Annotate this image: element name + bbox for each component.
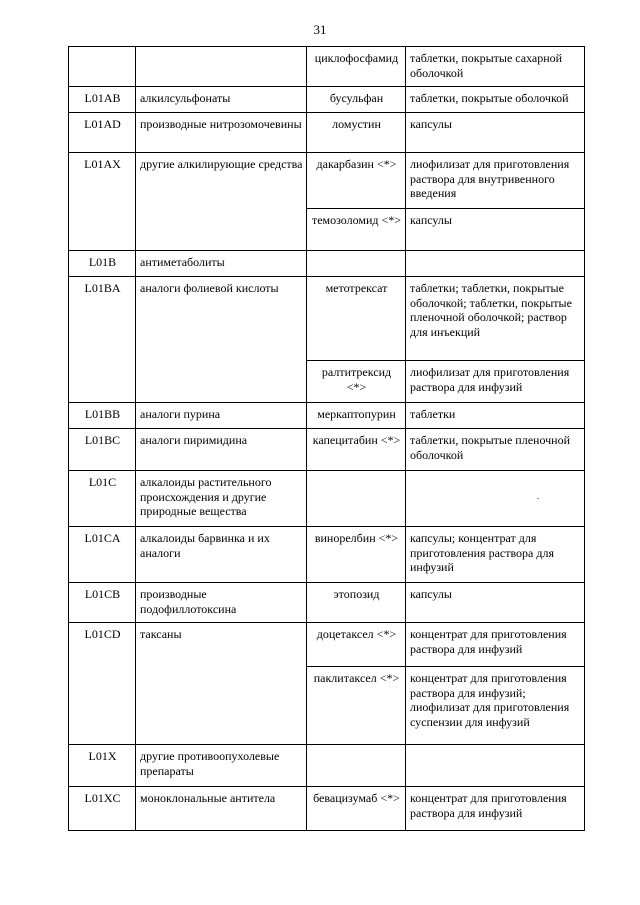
drug-name-cell: ломустин <box>307 113 406 153</box>
drug-name-cell <box>307 251 406 277</box>
atc-group-cell: аналоги фолиевой кислоты <box>136 277 307 403</box>
drug-name-cell <box>307 745 406 787</box>
dosage-form-cell <box>406 471 585 527</box>
table-row <box>69 787 585 831</box>
table-row <box>69 471 585 527</box>
dosage-form-cell: таблетки, покрытые сахарной оболочкой <box>406 47 585 87</box>
atc-code-cell <box>69 47 136 87</box>
atc-code-cell: L01B <box>69 251 136 277</box>
dosage-form-cell: капсулы <box>406 113 585 153</box>
atc-code-cell: L01CB <box>69 583 136 623</box>
atc-group-cell: аналоги пиримидина <box>136 429 307 471</box>
drug-name-cell: метотрексат <box>307 277 406 361</box>
dosage-form-cell: концентрат для приготовления раствора для инфузий <box>406 787 585 831</box>
dosage-form-cell: таблетки, покрытые оболочкой <box>406 87 585 113</box>
dosage-form-cell: таблетки, покрытые пленочной оболочкой <box>406 429 585 471</box>
atc-code-cell: L01AD <box>69 113 136 153</box>
table-row <box>69 47 585 87</box>
atc-code-cell: L01C <box>69 471 136 527</box>
dosage-form-cell: лиофилизат для приготовления раствора для внутривенного введения <box>406 153 585 209</box>
dosage-form-cell: таблетки <box>406 403 585 429</box>
table-row <box>69 429 585 471</box>
drug-name-cell: бусульфан <box>307 87 406 113</box>
drug-name-cell: циклофосфамид <box>307 47 406 87</box>
atc-code-cell: L01CD <box>69 623 136 745</box>
atc-group-cell: другие алкилирующие средства <box>136 153 307 251</box>
atc-code-cell: L01XC <box>69 787 136 831</box>
dosage-form-cell: капсулы; концентрат для приготовления раствора для инфузий <box>406 527 585 583</box>
atc-group-cell: алкилсульфонаты <box>136 87 307 113</box>
drug-name-cell: темозоломид <*> <box>307 209 406 251</box>
atc-group-cell: антиметаболиты <box>136 251 307 277</box>
table-row <box>69 251 585 277</box>
atc-code-cell: L01BB <box>69 403 136 429</box>
table-row <box>69 153 585 209</box>
atc-group-cell: моноклональные антитела <box>136 787 307 831</box>
table-row <box>69 403 585 429</box>
page-number: 31 <box>313 22 327 37</box>
drug-name-cell: доцетаксел <*> <box>307 623 406 667</box>
dosage-form-cell: концентрат для приготовления раствора для инфузий <box>406 623 585 667</box>
atc-group-cell <box>136 47 307 87</box>
atc-group-cell: алкалоиды барвинка и их аналоги <box>136 527 307 583</box>
table-row <box>69 745 585 787</box>
dosage-form-cell: лиофилизат для приготовления раствора для инфузий <box>406 361 585 403</box>
dosage-form-cell: капсулы <box>406 209 585 251</box>
drug-name-cell: капецитабин <*> <box>307 429 406 471</box>
dosage-form-cell: капсулы <box>406 583 585 623</box>
drug-table <box>68 46 585 831</box>
table-row <box>69 87 585 113</box>
scan-speck <box>537 498 539 499</box>
atc-code-cell: L01BC <box>69 429 136 471</box>
atc-group-cell: аналоги пурина <box>136 403 307 429</box>
atc-code-cell: L01CA <box>69 527 136 583</box>
table-row <box>69 277 585 361</box>
atc-group-cell: таксаны <box>136 623 307 745</box>
atc-group-cell: производные подофиллотоксина <box>136 583 307 623</box>
atc-group-cell: производные нитрозомочевины <box>136 113 307 153</box>
dosage-form-cell <box>406 251 585 277</box>
drug-name-cell: меркаптопурин <box>307 403 406 429</box>
atc-code-cell: L01AB <box>69 87 136 113</box>
atc-group-cell: другие противоопухолевые препараты <box>136 745 307 787</box>
table-row <box>69 623 585 667</box>
dosage-form-cell <box>406 745 585 787</box>
drug-name-cell: ралтитрексид <*> <box>307 361 406 403</box>
drug-name-cell: паклитаксел <*> <box>307 667 406 745</box>
dosage-form-cell: таблетки; таблетки, покрытые оболочкой; таблетки, покрытые пленочной оболочкой; раствор для инъекций <box>406 277 585 361</box>
dosage-form-cell: концентрат для приготовления раствора для инфузий; лиофилизат для приготовления суспензии для инфузий <box>406 667 585 745</box>
drug-name-cell: дакарбазин <*> <box>307 153 406 209</box>
table-row <box>69 583 585 623</box>
atc-group-cell: алкалоиды растительного происхождения и другие природные вещества <box>136 471 307 527</box>
drug-name-cell: бевацизумаб <*> <box>307 787 406 831</box>
atc-code-cell: L01BA <box>69 277 136 403</box>
atc-code-cell: L01X <box>69 745 136 787</box>
drug-name-cell: винорелбин <*> <box>307 527 406 583</box>
drug-name-cell <box>307 471 406 527</box>
table-row <box>69 527 585 583</box>
atc-code-cell: L01AX <box>69 153 136 251</box>
table-row <box>69 113 585 153</box>
drug-name-cell: этопозид <box>307 583 406 623</box>
